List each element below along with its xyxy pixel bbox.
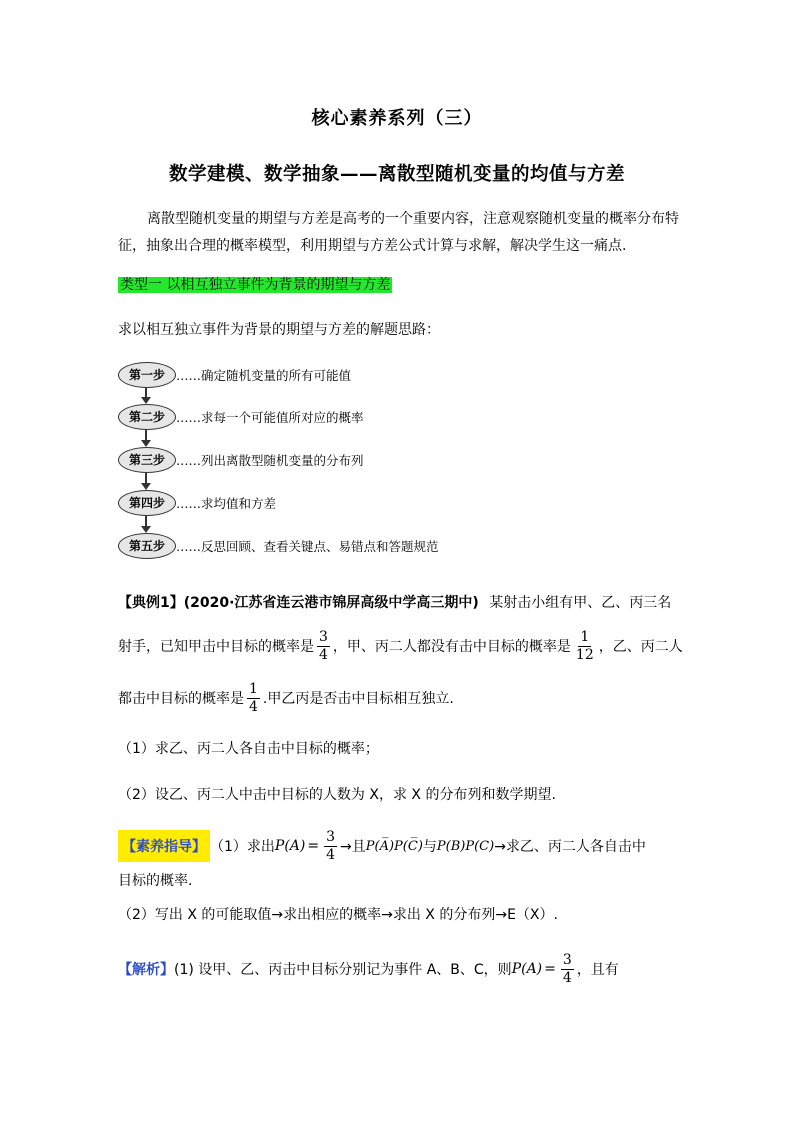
intro-line-2: 征，抽象出合理的概率模型，利用期望与方差公式计算与求解，解决学生这一痛点.	[118, 238, 627, 254]
equals-sign: =	[307, 838, 320, 854]
expr-pa: P(A)	[274, 838, 306, 854]
question-2: （2）设乙、丙二人中击中目标的人数为 X，求 X 的分布列和数学期望.	[118, 787, 556, 803]
question-1: （1）求乙、丙二人各自击中目标的概率；	[118, 741, 379, 757]
page-subtitle: 数学建模、数学抽象——离散型随机变量的均值与方差	[168, 164, 625, 185]
guide-part-2: （2）写出 X 的可能取值→求出相应的概率→求出 X 的分布列→E（X）.	[118, 907, 558, 923]
approach-intro: 求以相互独立事件为背景的期望与方差的解题思路：	[118, 322, 440, 338]
equals-sign: =	[544, 961, 556, 977]
fraction-1-12: $\frac{1}{12}$	[575, 628, 594, 663]
intro-line-1: 离散型随机变量的期望与方差是高考的一个重要内容，注意观察随机变量的概率分布特	[147, 211, 679, 227]
example-line1-tail: 某射击小组有甲、乙、丙三名	[489, 595, 672, 611]
solution-tag: 【解析】	[118, 962, 174, 978]
guide-part1-b: →且	[340, 839, 366, 855]
page-title: 核心素养系列（三）	[311, 108, 483, 129]
step-1-text: ……确定随机变量的所有可能值	[176, 368, 352, 383]
step-3-oval: 第三步	[118, 447, 176, 473]
guide-part1-a: （1）求出	[210, 839, 275, 855]
example-source: (2020·江苏省连云港市锦屏高级中学高三期中)	[183, 595, 479, 611]
guide-part1-c: 与	[422, 839, 437, 855]
step-5-text: ……反思回顾、查看关键点、易错点和答题规范	[176, 539, 439, 554]
fraction-1-4: $\frac{1}{4}$	[249, 680, 258, 715]
guide-line-1	[118, 826, 646, 866]
example-1-line-3	[118, 680, 454, 716]
type1-label: 类型一 以相互独立事件为背景的期望与方差	[120, 277, 391, 293]
solution-line-1	[118, 950, 619, 988]
step-4-oval: 第四步	[118, 490, 176, 516]
step-5-oval: 第五步	[118, 533, 176, 559]
step-3-text: ……列出离散型随机变量的分布列	[176, 453, 364, 468]
expr-pb-pc: P(B)P(C)	[436, 838, 495, 854]
example-line3-a: 都击中目标的概率是	[118, 691, 244, 707]
expr-pabar-pcbar: P(A̅)P(C̅)	[365, 838, 423, 854]
arrow-down-icon	[141, 397, 151, 404]
guide-part1-d: →求乙、丙二人各自击中	[494, 839, 646, 855]
expr-pa: P(A)	[511, 961, 543, 977]
example-tag: 【典例1】	[118, 595, 184, 611]
step-4-text: ……求均值和方差	[176, 496, 277, 511]
type1-heading	[118, 274, 392, 294]
arrow-down-icon	[141, 440, 151, 447]
example-line2-a: 射手，已知甲击中目标的概率是	[118, 639, 314, 655]
fraction-3-4: $\frac{3}{4}$	[326, 828, 336, 863]
fraction-3-4: $\frac{3}{4}$	[562, 951, 572, 986]
guide-tag: 【素养指导】	[118, 830, 210, 862]
step-2-oval: 第二步	[118, 404, 176, 430]
example-line2-b: ，甲、丙二人都没有击中目标的概率是	[332, 639, 571, 655]
example-line2-c: ，乙、丙二人	[598, 639, 683, 655]
example-line3-b: .甲乙丙是否击中目标相互独立.	[262, 691, 454, 707]
arrow-down-icon	[141, 526, 151, 533]
guide-line-2: 目标的概率.	[118, 873, 193, 889]
example-1-line-1	[118, 592, 671, 612]
example-1-line-2	[118, 628, 683, 664]
step-1-oval: 第一步	[118, 362, 176, 388]
arrow-down-icon	[141, 483, 151, 490]
step-2-text: ……求每一个可能值所对应的概率	[176, 410, 364, 425]
solution-text-b: ，且有	[576, 962, 619, 978]
fraction-3-4: $\frac{3}{4}$	[319, 628, 328, 663]
solution-text-a: (1) 设甲、乙、丙击中目标分别记为事件 A、B、C，则	[174, 962, 512, 978]
